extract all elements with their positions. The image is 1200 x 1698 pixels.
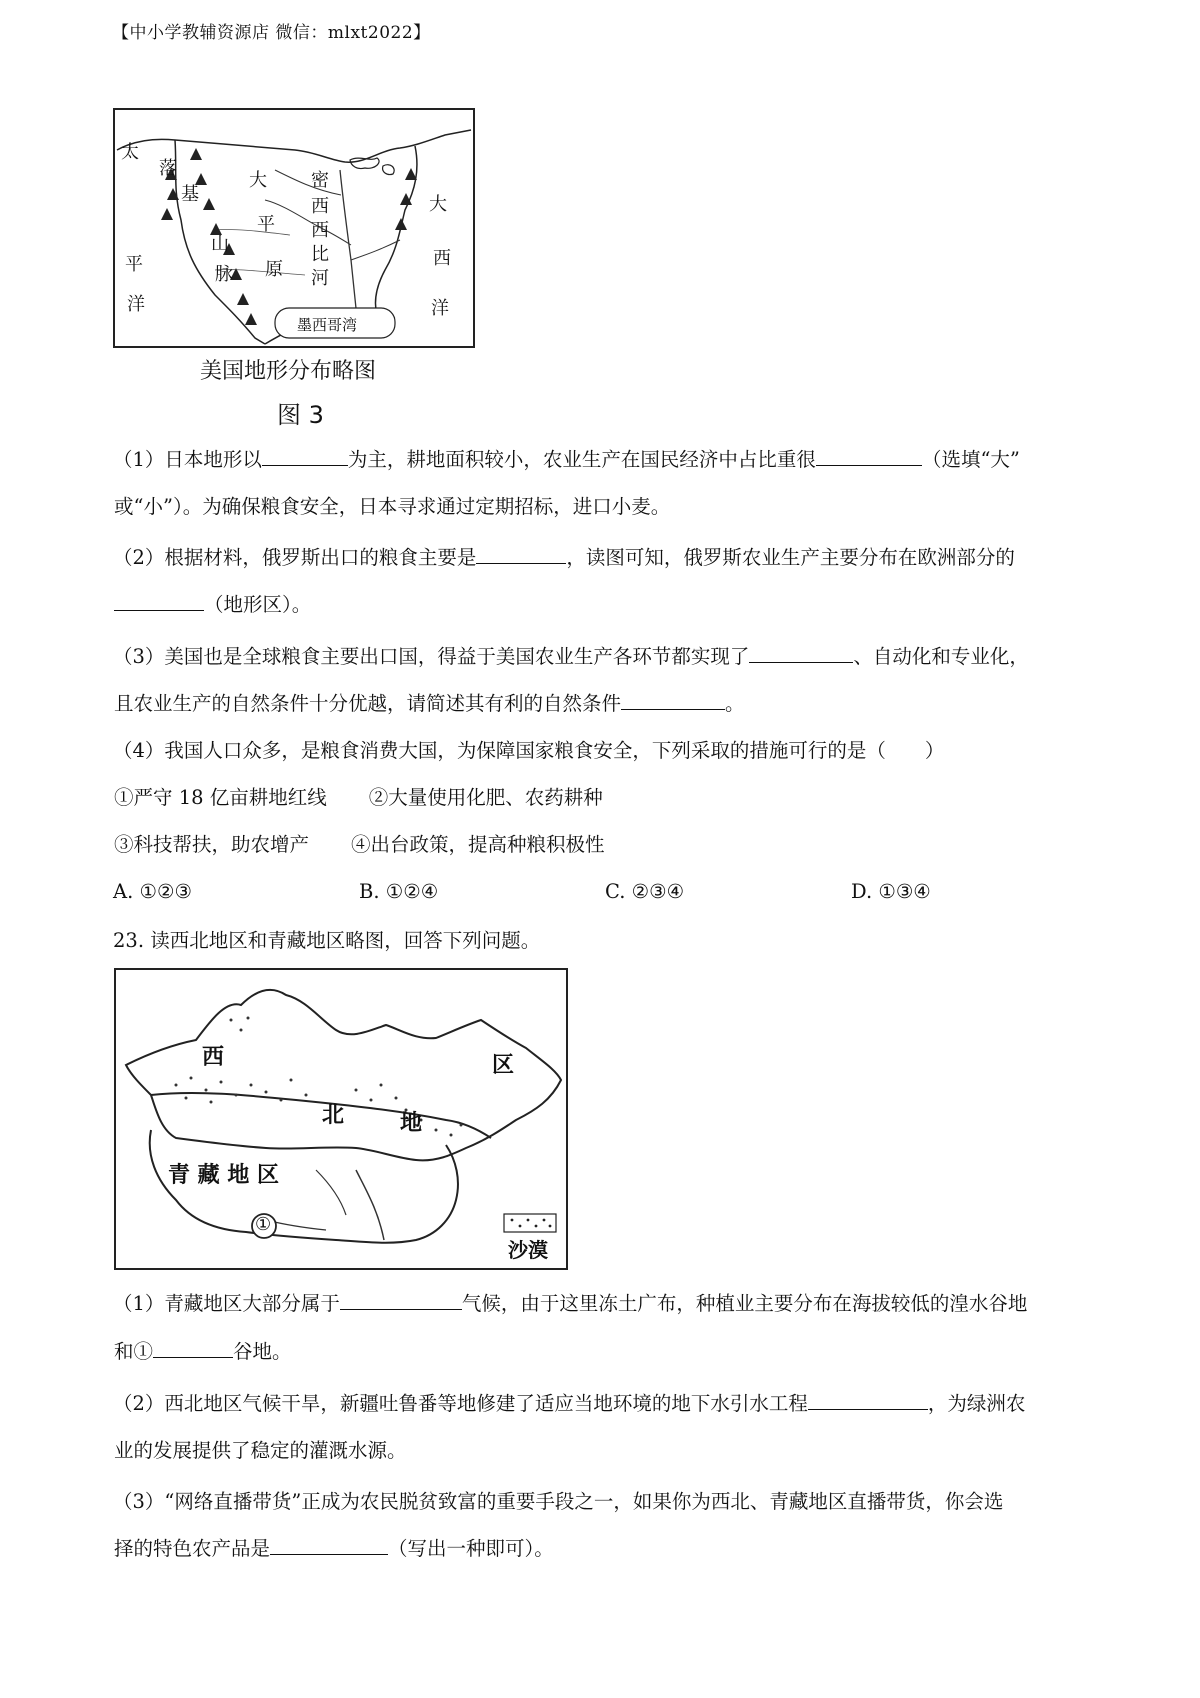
label-atlantic-2: 西 xyxy=(433,248,451,269)
label-rocky-4: 脉 xyxy=(215,264,233,285)
option-b[interactable]: B. ①②④ xyxy=(359,880,439,903)
label-gulf: 墨西哥湾 xyxy=(297,316,358,334)
q22-part1-line1: （1）日本地形以 为主，耕地面积较小，农业生产在国民经济中占比重很 （选填“大” xyxy=(113,448,1020,471)
label-miss-5: 河 xyxy=(311,268,329,289)
label-pacific-3: 洋 xyxy=(127,294,145,315)
label-pacific-2: 平 xyxy=(125,254,143,275)
q22-part4-question: （4）我国人口众多，是粮食消费大国，为保障国家粮食安全，下列采取的措施可行的是（ ） xyxy=(113,739,945,762)
option-c[interactable]: C. ②③④ xyxy=(605,880,685,903)
q22-part3-line1: （3）美国也是全球粮食主要出口国，得益于美国农业生产各环节都实现了 、自动化和专业化， xyxy=(113,645,1029,668)
q23-part2-line2: 业的发展提供了稳定的灌溉水源。 xyxy=(114,1439,407,1462)
figure-label: 图 3 xyxy=(277,401,324,429)
label-rocky-2: 基 xyxy=(181,184,199,205)
blank-8[interactable] xyxy=(153,1339,233,1358)
rocky-mountain-symbols xyxy=(161,148,417,325)
legend-desert: 沙漠 xyxy=(508,1238,548,1262)
blank-5[interactable] xyxy=(749,644,853,663)
label-atlantic-3: 洋 xyxy=(431,298,449,319)
blank-1[interactable] xyxy=(262,447,348,466)
label-plain-2: 平 xyxy=(257,214,275,235)
marker-1: ① xyxy=(255,1214,272,1235)
option-a[interactable]: A. ①②③ xyxy=(113,880,192,903)
q22-part4-items-row1: ①严守 18 亿亩耕地红线 ②大量使用化肥、农药耕种 xyxy=(114,786,603,809)
label-pacific-1: 太 xyxy=(121,142,139,163)
label-plain-1: 大 xyxy=(249,170,267,191)
blank-9[interactable] xyxy=(808,1391,928,1410)
usa-map-drawing xyxy=(115,110,473,346)
label-qingzang: 青 藏 地 区 xyxy=(168,1163,279,1188)
label-atlantic-1: 大 xyxy=(429,194,447,215)
blank-10[interactable] xyxy=(270,1536,388,1555)
label-plain-3: 原 xyxy=(265,259,283,280)
option-d[interactable]: D. ①③④ xyxy=(851,880,931,903)
q23-part2-line1: （2）西北地区气候干旱，新疆吐鲁番等地修建了适应当地环境的地下水引水工程 ，为绿洲农 xyxy=(113,1392,1026,1415)
q22-part3-line2: 且农业生产的自然条件十分优越，请简述其有利的自然条件 。 xyxy=(114,692,745,715)
label-miss-4: 比 xyxy=(311,244,329,265)
blank-3[interactable] xyxy=(476,545,566,564)
label-di: 地 xyxy=(400,1111,423,1136)
northwest-qingzang-map xyxy=(114,968,568,1270)
usa-terrain-map xyxy=(113,108,475,348)
q23-title: 23. 读西北地区和青藏地区略图，回答下列问题。 xyxy=(113,929,541,952)
q22-part4-items-row2: ③科技帮扶，助农增产 ④出台政策，提高种粮积极性 xyxy=(114,833,605,856)
q23-part3-line2: 择的特色农产品是 （写出一种即可）。 xyxy=(114,1537,554,1560)
label-rocky-3: 山 xyxy=(211,234,229,255)
label-xi: 西 xyxy=(202,1045,225,1070)
label-bei: 北 xyxy=(322,1103,345,1128)
q22-part2-line2: （地形区）。 xyxy=(114,591,311,619)
blank-7[interactable] xyxy=(340,1291,462,1310)
label-rocky-1: 落 xyxy=(159,158,177,179)
q22-part2-line1: （2）根据材料，俄罗斯出口的粮食主要是 ，读图可知，俄罗斯农业生产主要分布在欧洲部分的 xyxy=(113,546,1015,569)
blank-2[interactable] xyxy=(816,447,922,466)
blank-4[interactable] xyxy=(114,592,204,611)
label-miss-3: 西 xyxy=(311,220,329,241)
header-watermark: 【中小学教辅资源店 微信：mlxt2022】 xyxy=(112,23,431,43)
label-miss-1: 密 xyxy=(311,170,329,191)
blank-6[interactable] xyxy=(621,691,725,710)
label-qu: 区 xyxy=(492,1053,515,1078)
q23-part1-line1: （1）青藏地区大部分属于 气候，由于这里冻土广布，种植业主要分布在海拔较低的湟水谷地 xyxy=(113,1292,1028,1315)
q22-part1-line2: 或“小”）。为确保粮食安全，日本寻求通过定期招标，进口小麦。 xyxy=(114,495,671,518)
label-miss-2: 西 xyxy=(311,196,329,217)
q23-part3-line1: （3）“网络直播带货”正成为农民脱贫致富的重要手段之一，如果你为西北、青藏地区直播带货，你会选 xyxy=(113,1490,1004,1513)
q23-part1-line2: 和① 谷地。 xyxy=(114,1340,292,1363)
usa-map-caption: 美国地形分布略图 xyxy=(200,359,377,384)
